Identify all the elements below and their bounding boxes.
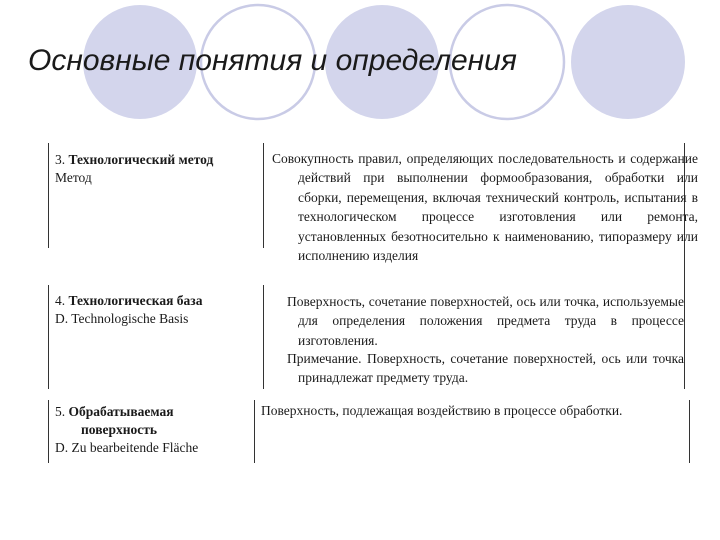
term-foreign-name: D. Technologische Basis	[55, 311, 189, 326]
term-title: 4. Технологическая база	[55, 293, 203, 308]
definition-row-4: Поверхность, сочетание поверхностей, ось или точка, используемые для определения положения предмета труда в процессе изготовления.	[287, 294, 684, 348]
definition-row-3: Совокупность правил, определяющих последовательность и содержание действий при выполнении формообразования, обработки или сборки, перемещения, включая технический контроль, испытания в технологическом процессе изготовления или ремонта, установленных безотносительно к наименованию, типоразмеру или исполнению изделия	[272, 151, 698, 264]
definition-row-5: Поверхность, подлежащая воздействию в процессе обработки.	[261, 403, 623, 418]
term-row-5	[55, 403, 198, 457]
slide-title: Основные понятия и определения	[28, 44, 517, 77]
table-rule-mid-1	[263, 143, 264, 248]
term-name: Обрабатываемая	[68, 404, 174, 419]
term-name: Технологический метод	[68, 152, 214, 167]
term-title: 5. Обрабатываемая	[55, 404, 174, 419]
term-title: 3. Технологический метод	[55, 152, 214, 167]
term-row-3	[55, 151, 213, 187]
table-rule-left-3	[48, 400, 49, 463]
term-synonym: Метод	[55, 170, 92, 185]
table-rule-mid-2	[263, 285, 264, 389]
term-title-continued: поверхность	[81, 422, 158, 437]
decor-circle-5	[571, 5, 685, 119]
term-name: Технологическая база	[68, 293, 203, 308]
table-rule-mid-3	[254, 400, 255, 463]
table-rule-left-1	[48, 143, 49, 248]
term-foreign-name: D. Zu bearbeitende Fläche	[55, 440, 199, 455]
table-rule-right-2	[684, 285, 685, 389]
term-row-4	[55, 292, 203, 328]
definition-note-row-4: Примечание. Поверхность, сочетание поверхностей, ось или точка принадлежат предмету труда.	[287, 351, 684, 386]
table-rule-left-2	[48, 285, 49, 389]
